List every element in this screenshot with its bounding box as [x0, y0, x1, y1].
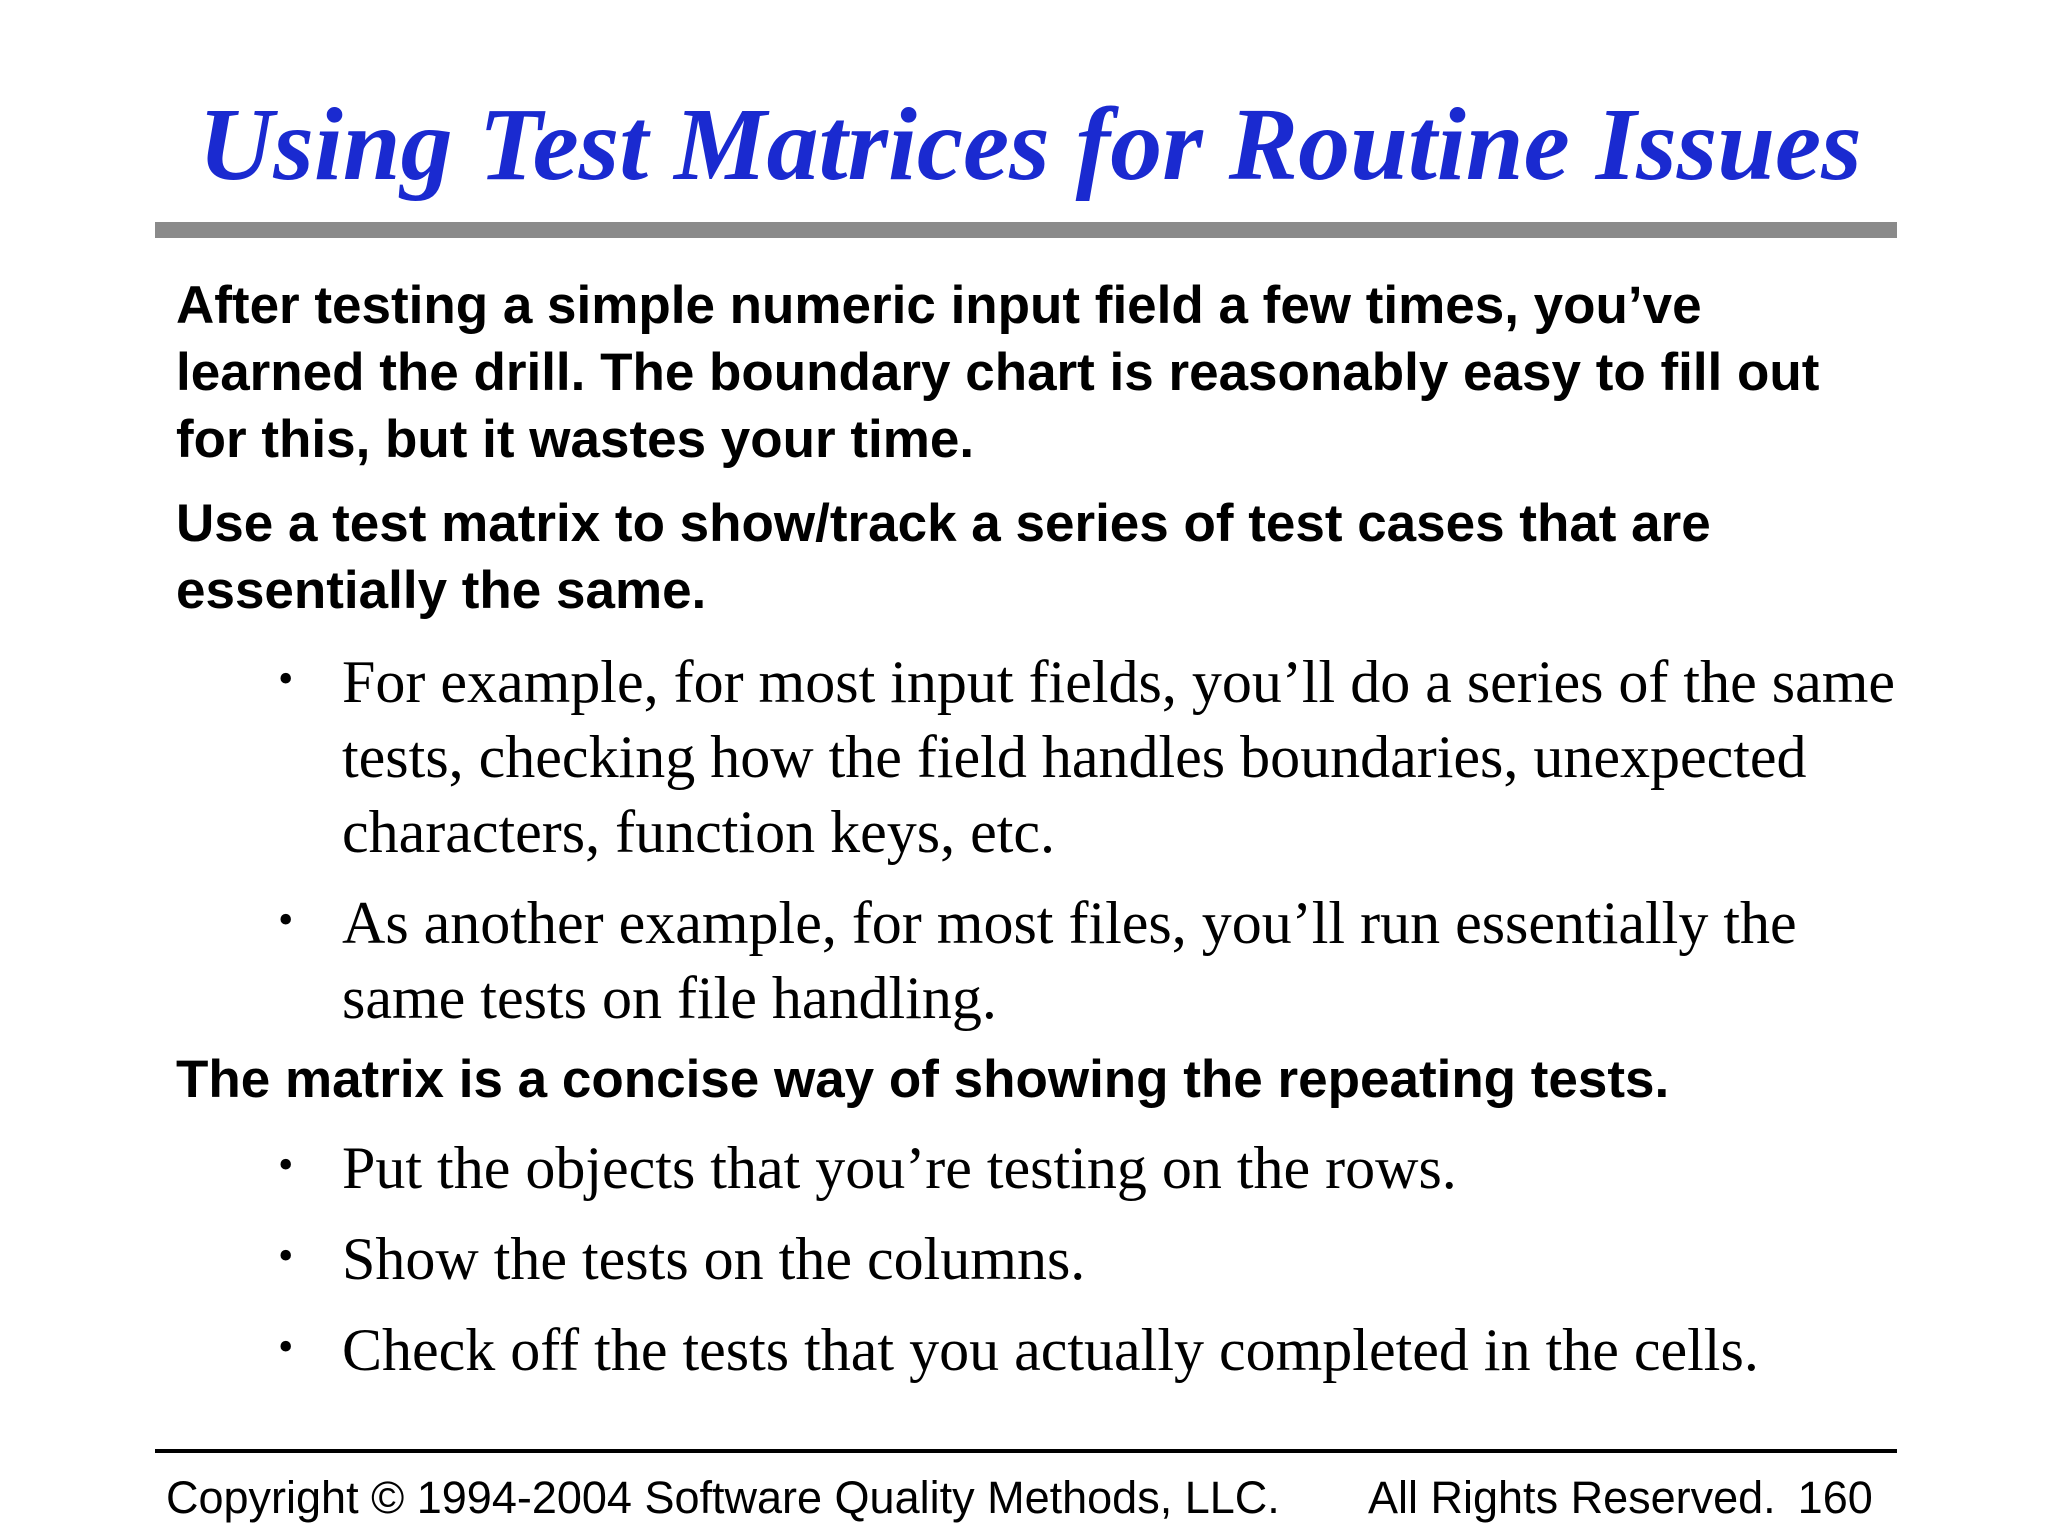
bullet-icon: •	[278, 1231, 294, 1280]
bullet-icon: •	[278, 654, 294, 703]
bullet-icon: •	[278, 1322, 294, 1371]
bullet-text: For example, for most input fields, you’ll do a series of the same tests, checking how the field handles boundaries, unexpected characters, function keys, etc.	[342, 649, 1895, 865]
bullet-list-examples	[270, 645, 1910, 1036]
footer-copyright: Copyright © 1994-2004 Software Quality Methods, LLC.	[166, 1472, 1280, 1523]
bullet-item	[270, 886, 1910, 1036]
paragraph-matrix-concise: The matrix is a concise way of showing the repeating tests.	[176, 1050, 1670, 1109]
bullet-text: Show the tests on the columns.	[342, 1226, 1086, 1292]
bullet-text: Check off the tests that you actually completed in the cells.	[342, 1317, 1759, 1383]
bullet-item	[270, 1131, 1910, 1206]
bullet-text: Put the objects that you’re testing on the rows.	[342, 1135, 1457, 1201]
bullet-icon: •	[278, 1140, 294, 1189]
bullet-item	[270, 645, 1910, 870]
slide-title: Using Test Matrices for Routine Issues	[198, 87, 1862, 202]
bullet-item	[270, 1313, 1910, 1388]
paragraph-intro: After testing a simple numeric input field a few times, you’ve learned the drill. The boundary chart is reasonably easy to fill out for this, but it wastes your time.	[176, 276, 1820, 469]
paragraph-use-matrix: Use a test matrix to show/track a series of test cases that are essentially the same.	[176, 494, 1711, 620]
footer-rights: All Rights Reserved.	[1368, 1472, 1776, 1523]
title-divider	[155, 222, 1897, 238]
bullet-text: As another example, for most files, you’ll run essentially the same tests on file handling.	[342, 890, 1797, 1031]
page-number: 160	[1797, 1472, 1873, 1523]
footer-rights-page	[1368, 1470, 1873, 1526]
bullet-icon: •	[278, 895, 294, 944]
footer-divider	[155, 1449, 1897, 1453]
bullet-item	[270, 1222, 1910, 1297]
bullet-list-matrix	[270, 1131, 1910, 1388]
